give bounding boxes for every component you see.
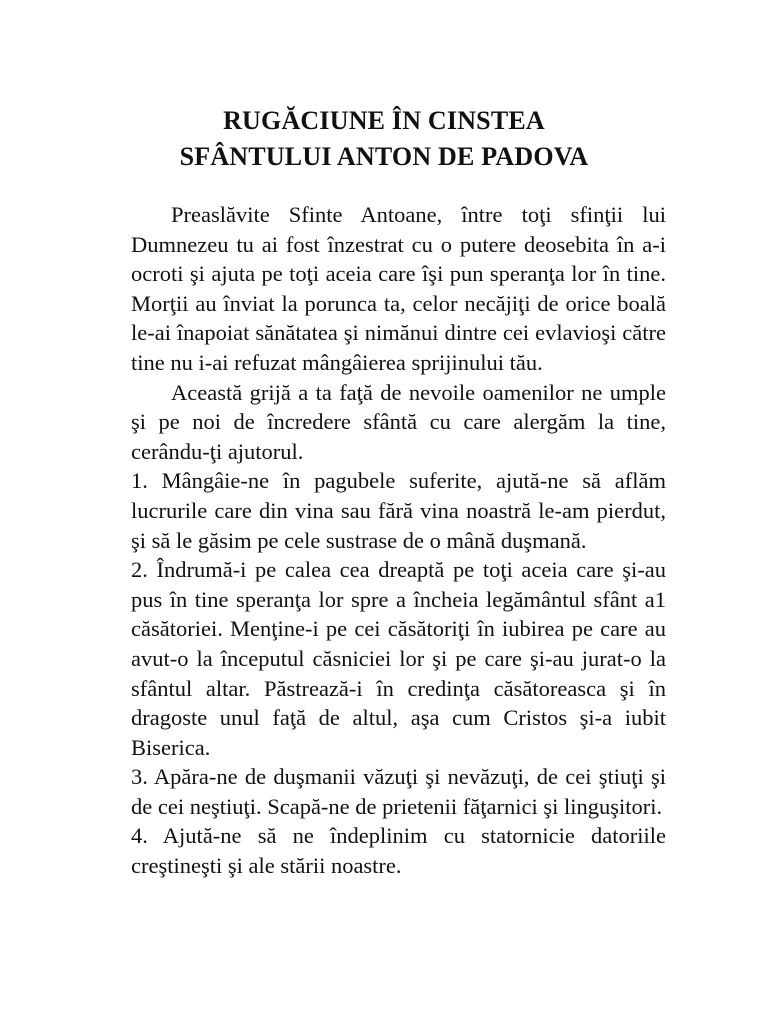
page-title-line-2: SFÂNTULUI ANTON DE PADOVA — [179, 142, 589, 171]
page-title-line-1: RUGĂCIUNE ÎN CINSTEA — [223, 106, 545, 135]
paragraph-trust: Această grijă a ta faţă de nevoile oamenilor ne umple şi pe noi de încredere sfântă cu care alergăm la tine, cerându-ţi ajutorul. — [131, 379, 666, 464]
petition-1: 1. Mângâie-ne în pagubele suferite, ajută-ne să aflăm lucrurile care din vina sau fără vina noastră le-am pierdut, şi să le găsim pe cele sustrase de o mână duşmană. — [131, 468, 666, 553]
petition-2: 2. Îndrumă-i pe calea cea dreaptă pe toţi aceia care şi-au pus în tine speranţa lor spre a încheia legământul sfânt a1 căsătoriei. Menţine-i pe cei căsătoriţi în iubirea pe care au avut-o la începutul căsniciei lor şi pe care şi-au jurat-o la sfântul altar. Păstrează-i în credinţa căsătoreasca şi în dragoste unul faţă de altul, aşa cum Cristos şi-a iubit Biserica. — [131, 557, 666, 760]
petition-3: 3. Apăra-ne de duşmanii văzuţi şi nevăzuţi, de cei ştiuţi şi de cei neştiuţi. Scapă-ne de prietenii făţarnici şi linguşitori. — [131, 764, 666, 819]
petition-4: 4. Ajută-ne să ne îndeplinim cu statornicie datoriile creştineşti şi ale stării noastre. — [131, 823, 666, 879]
prayer-body — [131, 200, 666, 881]
paragraph-intro: Preaslăvite Sfinte Antoane, între toţi sfinţii lui Dumnezeu tu ai fost înzestrat cu o putere deosebita în a-i ocroti şi ajuta pe toţi aceia care îşi pun speranţa lor în tine. Morţii au înviat la porunca ta, celor necăjiţi de orice boală le-ai înapoiat sănătatea şi nimănui dintre cei evlavioşi către tine nu i-ai refuzat mângâierea sprijinului tău. — [131, 202, 666, 375]
